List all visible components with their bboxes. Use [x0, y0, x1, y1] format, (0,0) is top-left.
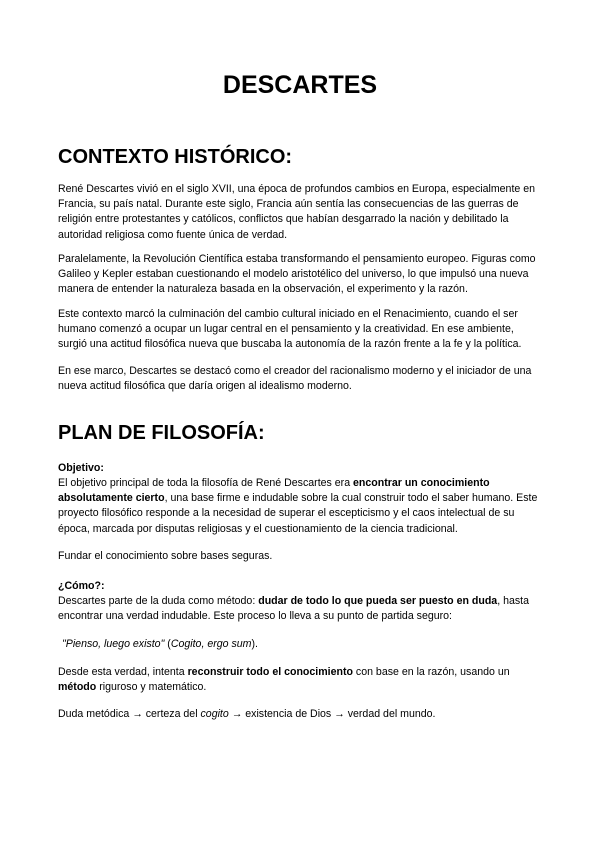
emphasis-text: dudar de todo lo que pueda ser puesto en duda: [258, 595, 498, 607]
paragraph: En ese marco, Descartes se destacó como el creador del racionalismo moderno y el iniciador de una nueva actitud filosófica que daría origen al idealismo moderno.: [58, 365, 532, 393]
quote: [62, 637, 548, 652]
emphasis-italic: cogito: [200, 708, 229, 720]
emphasis-text: encontrar un conocimiento absolutamente cierto: [58, 477, 490, 505]
emphasis-text: reconstruir todo el conocimiento: [187, 666, 353, 678]
paragraph: Fundar el conocimiento sobre bases seguras.: [58, 550, 273, 562]
text-run: , hasta encontrar una verdad indudable. Este proceso lo lleva a su punto de partida seguro:: [58, 595, 529, 623]
section-heading-plan: PLAN DE FILOSOFÍA:: [58, 422, 265, 444]
text-run: Desde esta verdad, intenta: [58, 666, 188, 678]
subheading-objetivo: Objetivo:: [58, 462, 104, 474]
paragraph-objetivo: [58, 476, 544, 537]
paragraph: Este contexto marcó la culminación del cambio cultural iniciado en el Renacimiento, cuando el ser humano comenzó a ocupar un lugar central en el pensamiento y la creatividad. En ese ambiente, surgió una actitud filosófica nueva que buscaba la autonomía de la razón frente a la fe y la política.: [58, 308, 522, 351]
text-run: (: [164, 638, 171, 650]
paragraph: Paralelamente, la Revolución Científica estaba transformando el pensamiento europeo. Figuras como Galileo y Kepler estaban cuestionando el modelo aristotélico del universo, lo que impulsó una nueva manera de entender la naturaleza basada en la observación, el experimento y la razón.: [58, 253, 536, 296]
section-heading-contexto: CONTEXTO HISTÓRICO:: [58, 146, 293, 168]
paragraph: René Descartes vivió en el siglo XVII, una época de profundos cambios en Europa, especialmente en Francia, su país natal. Durante este siglo, Francia aún sentía las consecuencias de las guerras de religión entre protestantes y católicos, conflictos que habían desgarrado la nación y debilitado la autoridad religiosa como fuente única de verdad.: [58, 183, 536, 241]
text-run: con base en la razón, usando un: [352, 666, 510, 678]
text-run: ).: [251, 638, 258, 650]
quote-text: "Pienso, luego existo": [62, 638, 165, 650]
text-run: El objetivo principal de toda la filosofía de René Descartes era: [58, 477, 354, 489]
paragraph: [58, 665, 544, 695]
emphasis-text: método: [58, 681, 97, 694]
text-run: → existencia de Dios → verdad del mundo.: [228, 708, 436, 720]
document-title: DESCARTES: [222, 71, 378, 99]
text-run: , una base firme e indudable sobre la cual construir todo el saber humano. Este proyecto filosófico responde a la necesidad de superar el escepticismo y el caos intelectual de su época, marcada por disputas religiosas y el cuestionamiento de la ciencia tradicional.: [58, 492, 538, 535]
quote-latin: Cogito, ergo sum: [170, 638, 252, 650]
paragraph-chain: [58, 707, 544, 722]
paragraph-como: [58, 594, 544, 624]
subheading-como: ¿Cómo?:: [58, 580, 105, 592]
text-run: riguroso y matemático.: [96, 681, 207, 694]
text-run: Descartes parte de la duda como método:: [58, 595, 259, 607]
text-run: Duda metódica → certeza del: [58, 708, 201, 720]
